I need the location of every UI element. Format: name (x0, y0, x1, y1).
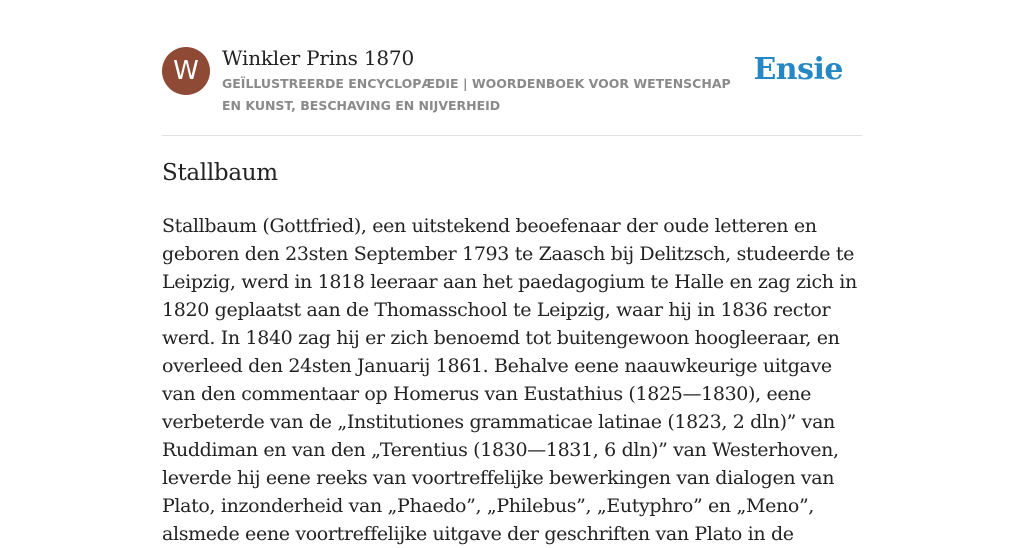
source-subtitle: GEÏLLUSTREERDE ENCYCLOPÆDIE | WOORDENBOEK VOOR WETENSCHAP EN KUNST, BESCHAVING EN NIJVERHEID (222, 76, 731, 113)
source-title[interactable]: Winkler Prins 1870 (222, 46, 414, 70)
article-title: Stallbaum (162, 160, 278, 186)
article-body: Stallbaum (Gottfried), een uitstekend beoefenaar der oude letteren en geboren den 23sten September 1793 te Zaasch bij Delitzsch, studeerde te Leipzig, werd in 1818 leeraar aan het paedagogium te Halle en zag zich in 1820 geplaatst aan de Thomasschool te Leipzig, waar hij in 1836 rector werd. In 1840 zag hij er zich benoemd tot buitengewoon hoogleeraar, en overleed den 24sten Januarij 1861. Behalve eene naauwkeurige uitgave van den commentaar op Homerus van Eustathius (1825—1830), eene verbeterde van de „Institutiones grammaticae latinae (1823, 2 dln)” van Ruddiman en van den „Terentius (1830—1831, 6 dln)” van Westerhoven, leverde hij eene reeks van voortreffelijke bewerkingen van dialogen van Plato, inzonderheid van „Phaedo”, „Philebus”, „Eutyphro” en „Meno”, alsmede eene voortreffelijke uitgave der geschriften van Plato in de (162, 215, 857, 545)
avatar[interactable]: W (162, 47, 210, 95)
brand-logo[interactable]: Ensie (753, 52, 843, 87)
header (162, 47, 862, 136)
